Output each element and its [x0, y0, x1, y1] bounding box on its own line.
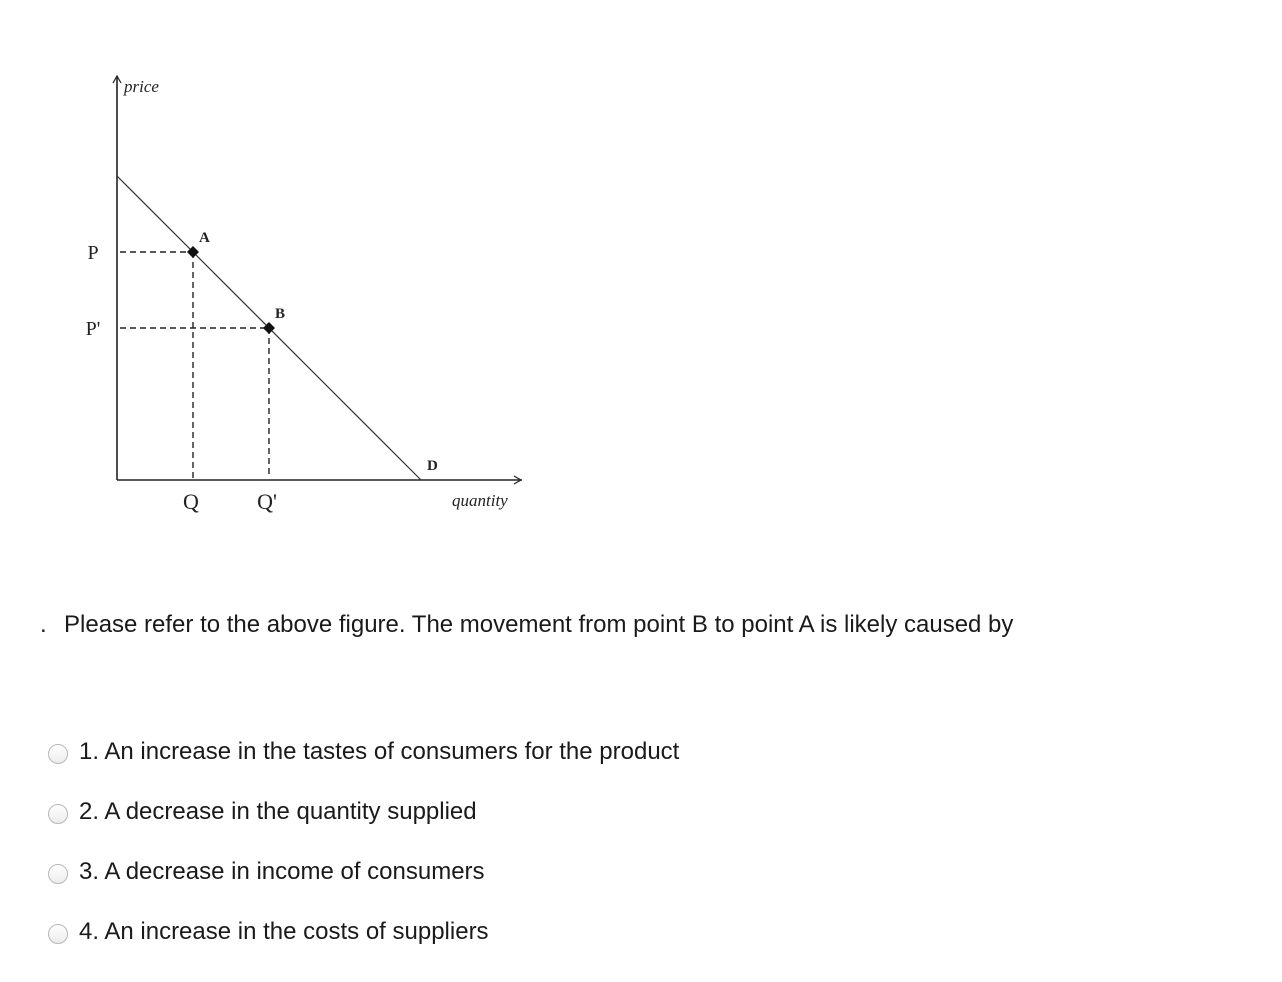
y-axis-label: price — [124, 77, 159, 96]
answer-option-label: 2. A decrease in the quantity supplied — [79, 798, 477, 825]
question-text — [40, 610, 1013, 640]
radio-button-icon[interactable] — [48, 744, 68, 764]
x-tick-label-q-prime: Q' — [257, 489, 277, 514]
answer-option-label: 3. A decrease in income of consumers — [79, 858, 485, 885]
answer-option-1[interactable] — [48, 722, 679, 782]
x-axis-label: quantity — [452, 491, 508, 510]
point-a-label: A — [199, 230, 210, 246]
radio-button-icon[interactable] — [48, 924, 68, 944]
answer-option-2[interactable] — [48, 782, 679, 842]
answer-option-3[interactable] — [48, 842, 679, 902]
radio-button-icon[interactable] — [48, 864, 68, 884]
question-bullet: . — [40, 611, 47, 638]
answer-option-label: 4. An increase in the costs of suppliers — [79, 918, 489, 945]
demand-curve-label: D — [427, 458, 438, 474]
x-tick-label-q: Q — [183, 489, 199, 514]
demand-chart — [0, 0, 560, 540]
answer-option-label: 1. An increase in the tastes of consumers for the product — [79, 738, 680, 765]
radio-button-icon[interactable] — [48, 804, 68, 824]
answer-options — [48, 722, 679, 962]
y-tick-label-p-prime: P' — [85, 318, 101, 340]
question-prompt: Please refer to the above figure. The movement from point B to point A is likely caused by — [64, 611, 1014, 638]
point-b-label: B — [275, 306, 286, 322]
y-tick-label-p: P — [87, 242, 99, 264]
answer-option-4[interactable] — [48, 902, 679, 962]
